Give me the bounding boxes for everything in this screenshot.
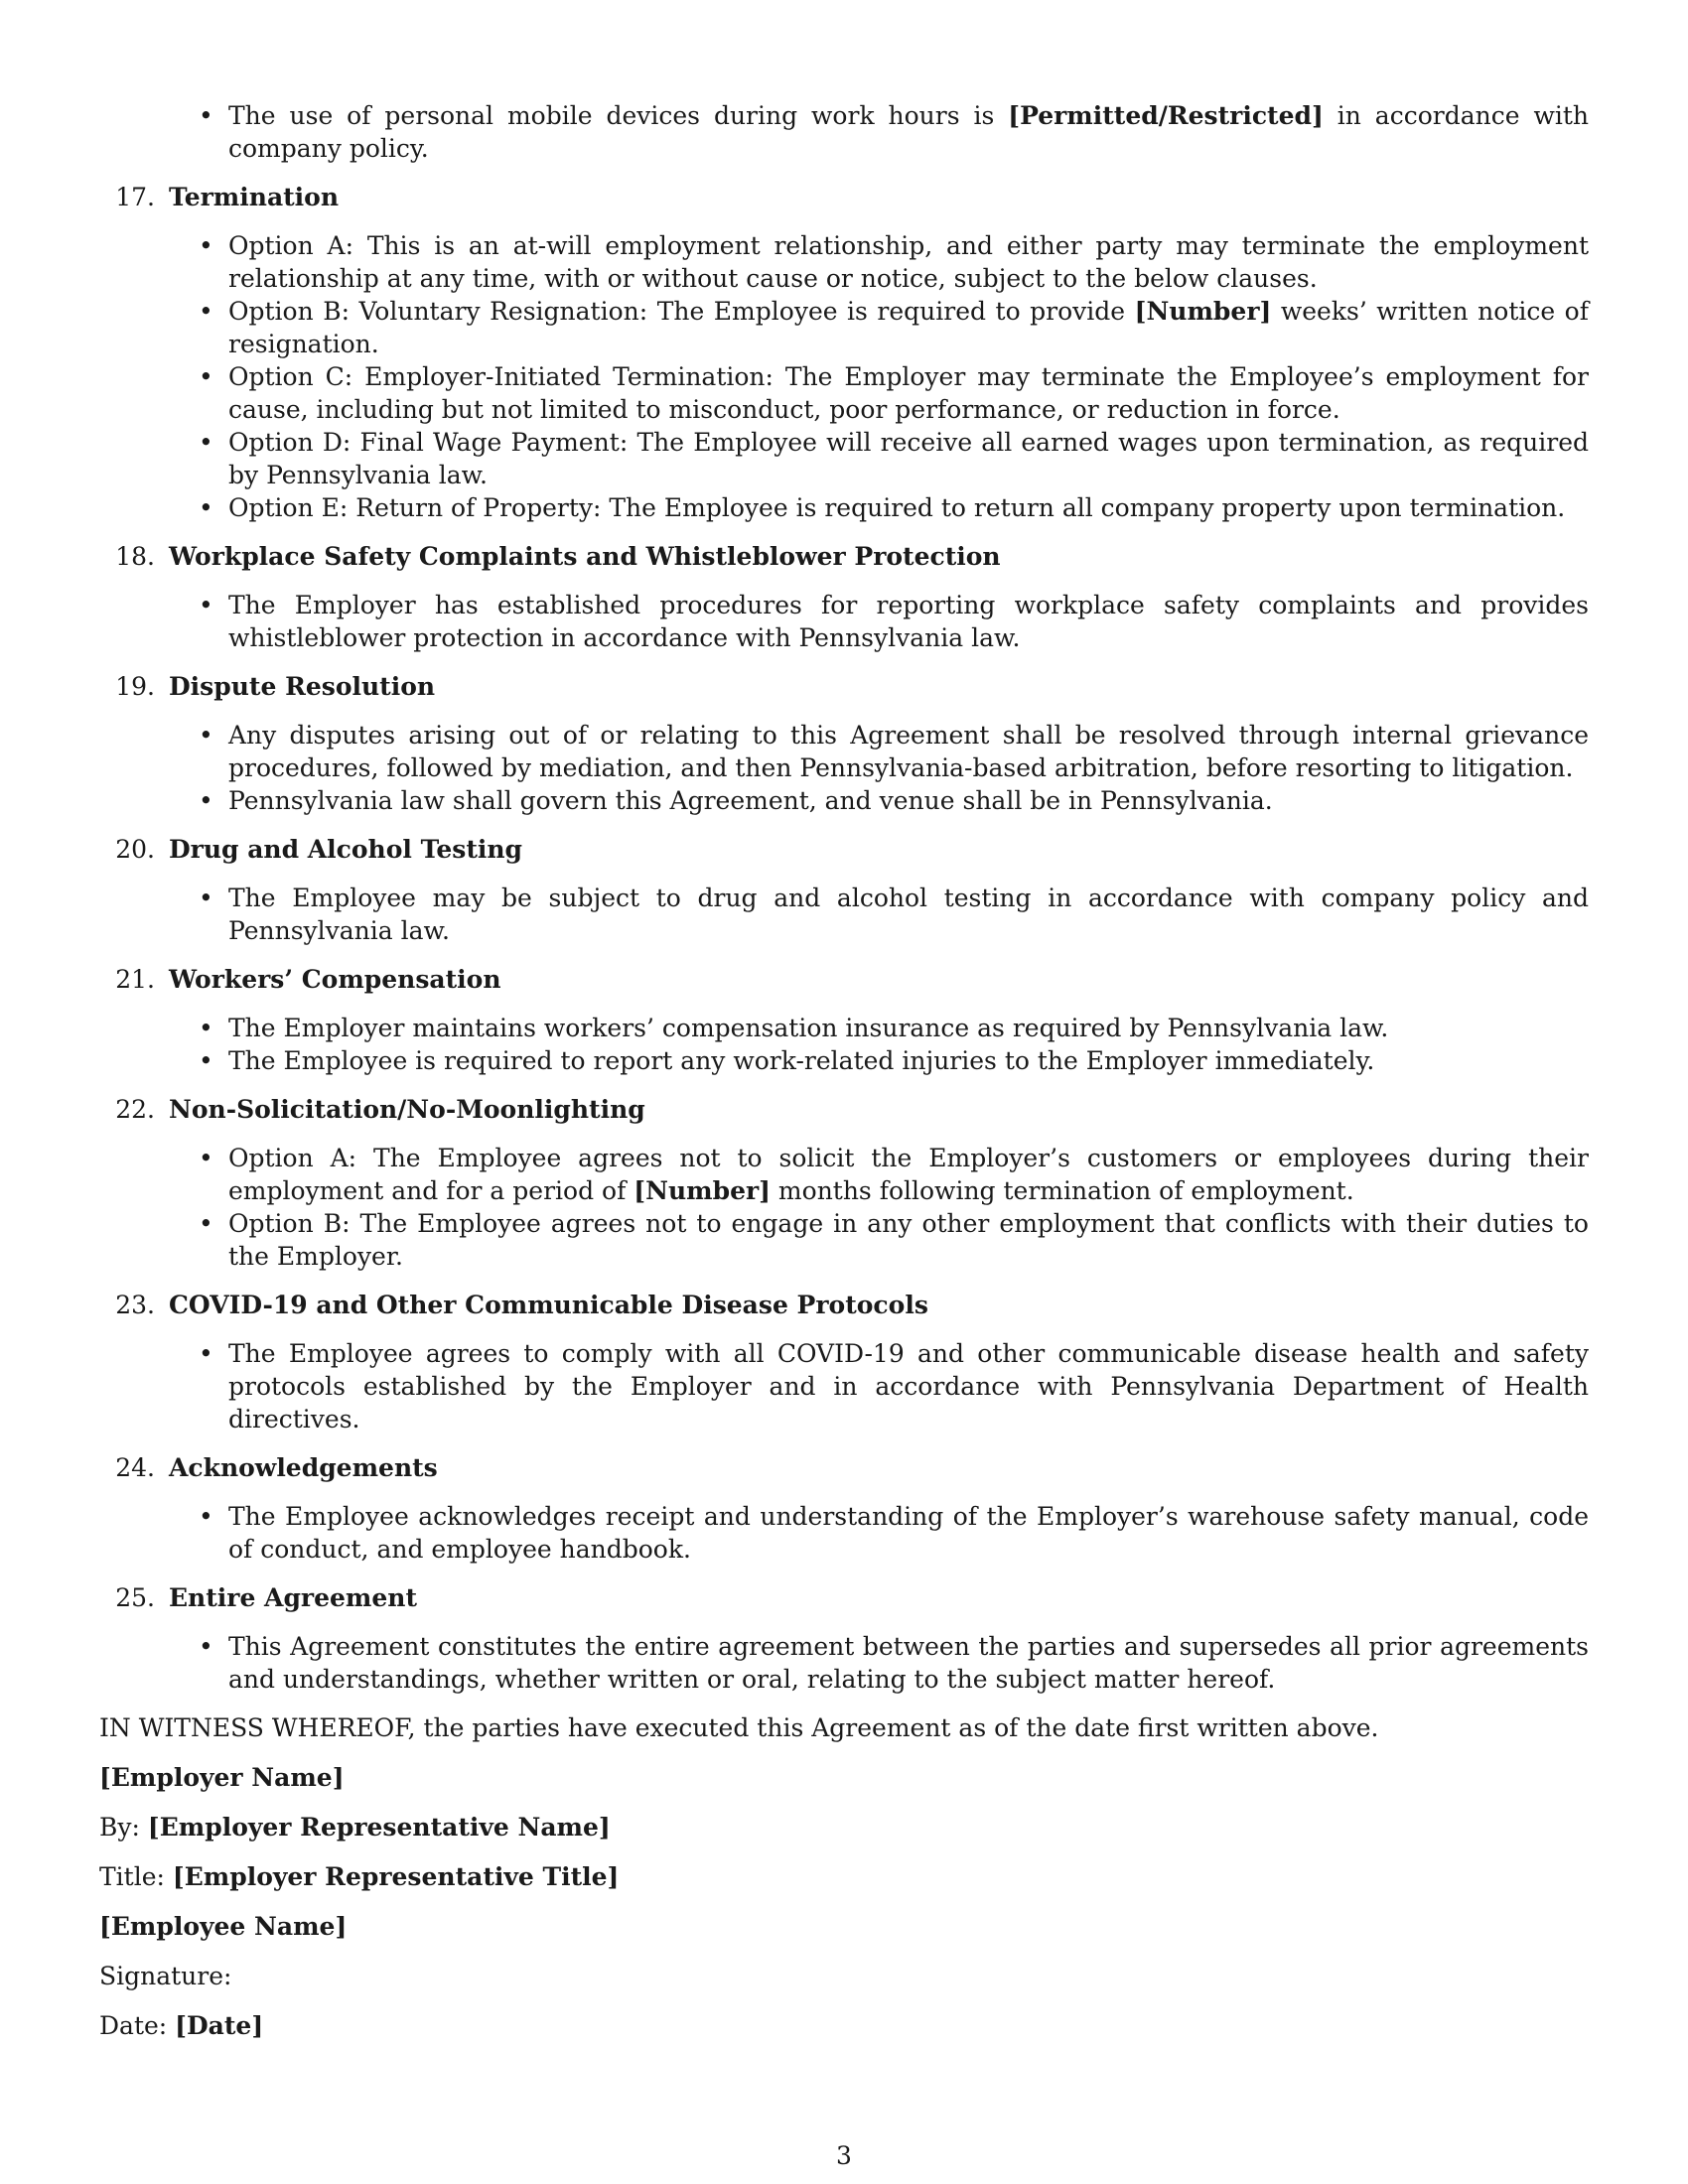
bullet-list: [228, 1630, 1589, 1696]
list-item: • Pennsylvania law shall govern this Agreement, and venue shall be in Pennsylvania.: [228, 784, 1589, 817]
section-title: COVID-19 and Other Communicable Disease Protocols: [169, 1291, 928, 1319]
witness-clause: IN WITNESS WHEREOF, the parties have executed this Agreement as of the date first written above.: [99, 1713, 1379, 1742]
bullet-list: [228, 1142, 1589, 1273]
bullet-list: [228, 229, 1589, 524]
bullet-list: [228, 1012, 1589, 1077]
section-number: 18.: [115, 542, 155, 571]
list-item: • The Employee acknowledges receipt and understanding of the Employer’s warehouse safety manual, code of conduct, and employee handbook.: [228, 1500, 1589, 1566]
date-line: Date: [Date]: [99, 2011, 264, 2040]
list-item: • The use of personal mobile devices during work hours is [Permitted/Restricted] in accordance with company policy.: [228, 99, 1589, 165]
list-item: • Option B: The Employee agrees not to engage in any other employment that conflicts with their duties to the Employer.: [228, 1207, 1589, 1273]
page-number: 3: [836, 2141, 852, 2170]
section-title: Dispute Resolution: [169, 672, 436, 701]
sections-container: [99, 181, 1589, 1696]
section-title: Termination: [169, 183, 340, 211]
list-item: • Option C: Employer-Initiated Termination: The Employer may terminate the Employee’s employment for cause, including but not limited to misconduct, poor performance, or reduction in force.: [228, 360, 1589, 426]
section-number: 19.: [115, 672, 155, 701]
list-item: • Option A: The Employee agrees not to solicit the Employer’s customers or employees during their employment and for a period of [Number] months following termination of employment.: [228, 1142, 1589, 1207]
section: [99, 963, 1589, 1077]
section-number: 22.: [115, 1095, 155, 1124]
section: [99, 540, 1589, 654]
bullet-list: [228, 589, 1589, 654]
section-number: 24.: [115, 1453, 155, 1482]
section-heading: [99, 670, 1589, 703]
bullet-list: [228, 882, 1589, 947]
section-title: Workplace Safety Complaints and Whistleblower Protection: [169, 542, 1001, 571]
section-heading: [99, 1093, 1589, 1126]
section-heading: [99, 833, 1589, 866]
section-heading: [99, 1451, 1589, 1484]
section: [99, 833, 1589, 947]
signature-line: Signature:: [99, 1962, 232, 1990]
section-title: Workers’ Compensation: [169, 965, 501, 994]
list-item: • Option A: This is an at-will employment relationship, and either party may terminate the employment relationship at any time, with or without cause or notice, subject to the below clauses.: [228, 229, 1589, 295]
list-item: • The Employer has established procedures for reporting workplace safety complaints and provides whistleblower protection in accordance with Pennsylvania law.: [228, 589, 1589, 654]
section: [99, 1289, 1589, 1435]
section: [99, 670, 1589, 817]
list-item: • Option B: Voluntary Resignation: The Employee is required to provide [Number] weeks’ written notice of resignation.: [228, 295, 1589, 360]
continued-bullet-list: [228, 99, 1589, 165]
section-heading: [99, 1581, 1589, 1614]
section: [99, 1093, 1589, 1273]
bullet-list: [228, 1500, 1589, 1566]
list-item: • Any disputes arising out of or relating to this Agreement shall be resolved through internal grievance procedures, followed by mediation, and then Pennsylvania-based arbitration, before resorting to litigation.: [228, 719, 1589, 784]
section: [99, 1451, 1589, 1566]
section-number: 17.: [115, 183, 155, 211]
section: [99, 181, 1589, 524]
section-title: Entire Agreement: [169, 1583, 417, 1612]
employer-name: [Employer Name]: [99, 1763, 345, 1792]
list-item: • This Agreement constitutes the entire agreement between the parties and supersedes all prior agreements and understandings, whether written or oral, relating to the subject matter hereof.: [228, 1630, 1589, 1696]
list-item: • The Employer maintains workers’ compensation insurance as required by Pennsylvania law.: [228, 1012, 1589, 1044]
section-number: 25.: [115, 1583, 155, 1612]
employee-name: [Employee Name]: [99, 1912, 348, 1941]
bullet-list: [228, 1337, 1589, 1435]
section-heading: [99, 1289, 1589, 1321]
bullet-list: [228, 719, 1589, 817]
list-item: • The Employee is required to report any work-related injuries to the Employer immediately.: [228, 1044, 1589, 1077]
section-heading: [99, 963, 1589, 996]
list-item: • Option D: Final Wage Payment: The Employee will receive all earned wages upon termination, as required by Pennsylvania law.: [228, 426, 1589, 491]
employer-title-line: Title: [Employer Representative Title]: [99, 1862, 620, 1891]
section-heading: [99, 540, 1589, 573]
section: [99, 1581, 1589, 1696]
list-item: • The Employee agrees to comply with all COVID-19 and other communicable disease health and safety protocols established by the Employer and in accordance with Pennsylvania Department of Health directives.: [228, 1337, 1589, 1435]
section-heading: [99, 181, 1589, 213]
list-item: • The Employee may be subject to drug and alcohol testing in accordance with company policy and Pennsylvania law.: [228, 882, 1589, 947]
document-page: [99, 99, 1589, 2042]
section-number: 21.: [115, 965, 155, 994]
employer-representative-line: By: [Employer Representative Name]: [99, 1813, 611, 1842]
section-title: Non-Solicitation/No-Moonlighting: [169, 1095, 645, 1124]
section-number: 20.: [115, 835, 155, 864]
section-title: Acknowledgements: [169, 1453, 438, 1482]
section-number: 23.: [115, 1291, 155, 1319]
list-item: • Option E: Return of Property: The Employee is required to return all company property upon termination.: [228, 491, 1589, 524]
section-title: Drug and Alcohol Testing: [169, 835, 523, 864]
